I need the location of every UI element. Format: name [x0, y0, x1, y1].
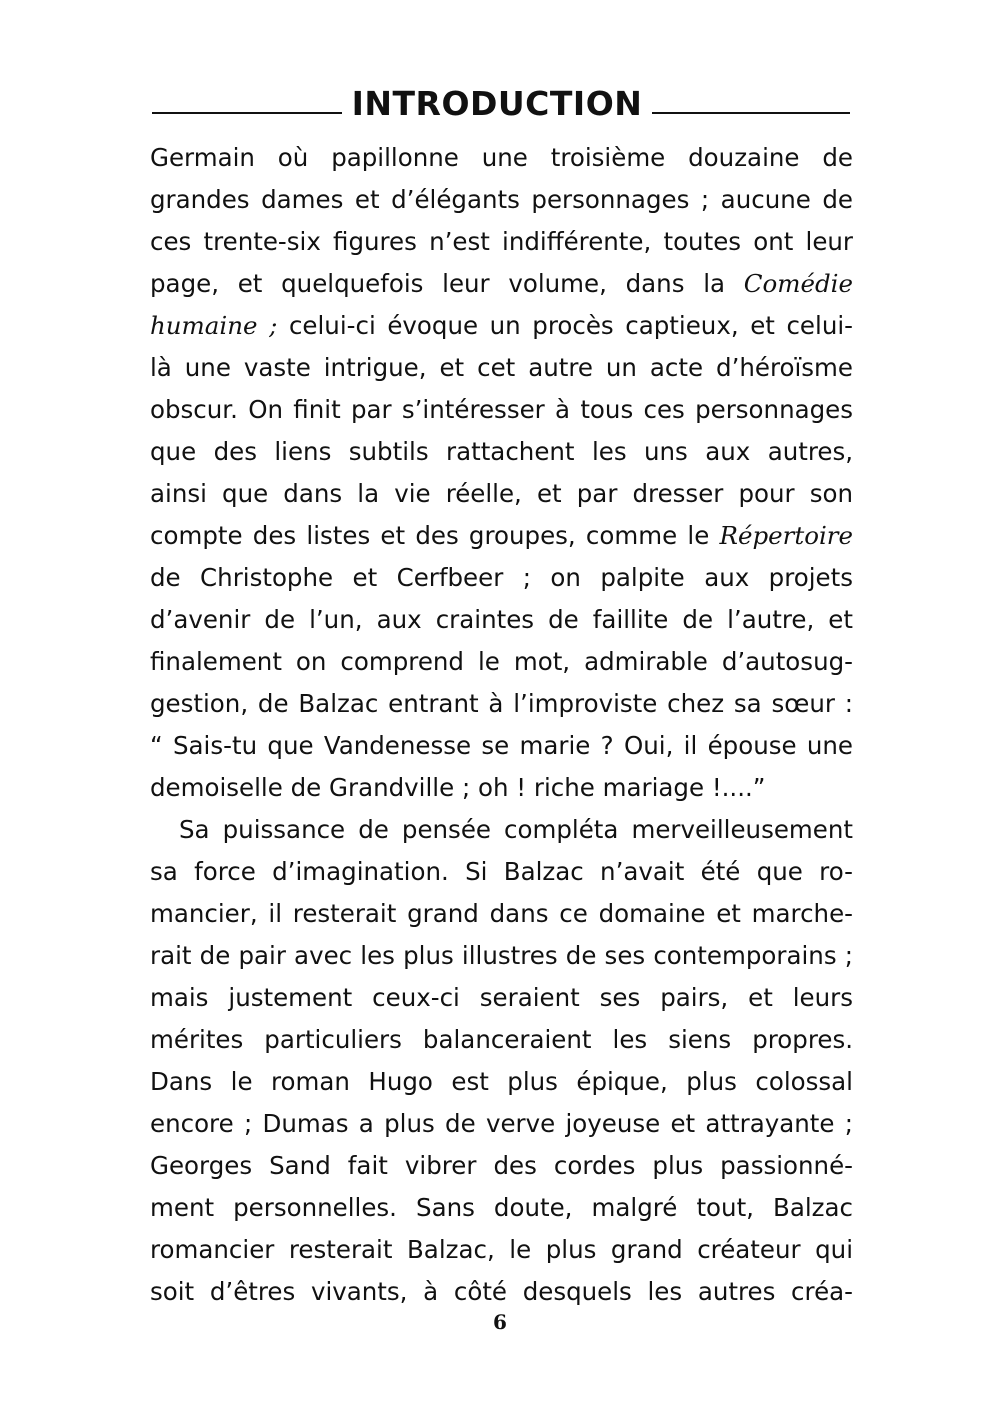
text-line: Dans le roman Hugo est plus épique, plus colossal	[150, 1067, 853, 1096]
page-number: 6	[493, 1310, 507, 1334]
text-line: soit d’êtres vivants, à côté desquels les autres créa-	[150, 1277, 853, 1306]
header-title: INTRODUCTION	[351, 84, 643, 123]
text-line: demoiselle de Grandville ; oh ! riche mariage !....”	[150, 773, 766, 802]
italic-title: Répertoire	[719, 521, 853, 550]
text-line: ainsi que dans la vie réelle, et par dresser pour son	[150, 479, 853, 508]
text-line: Georges Sand fait vibrer des cordes plus passionné-	[150, 1151, 853, 1180]
text-line: mancier, il resterait grand dans ce domaine et marche-	[150, 899, 853, 928]
text-line: romancier resterait Balzac, le plus grand créateur qui	[150, 1235, 853, 1264]
italic-title: Comédie	[743, 269, 853, 298]
text-line: ment personnelles. Sans doute, malgré tout, Balzac	[150, 1193, 853, 1222]
text-line	[150, 309, 853, 343]
text-line: grandes dames et d’élégants personnages ; aucune de	[150, 185, 853, 214]
text-line: mais justement ceux-ci seraient ses pairs, et leurs	[150, 983, 853, 1012]
text-line: rait de pair avec les plus illustres de ses contemporains ;	[150, 941, 853, 970]
text-line: gestion, de Balzac entrant à l’improviste chez sa sœur :	[150, 689, 853, 718]
text-line: là une vaste intrigue, et cet autre un acte d’héroïsme	[150, 353, 853, 382]
text-line: sa force d’imagination. Si Balzac n’avait été que ro-	[150, 857, 853, 886]
text-line	[150, 267, 853, 301]
text-line: d’avenir de l’un, aux craintes de faillite de l’autre, et	[150, 605, 853, 634]
text-line: Germain où papillonne une troisième douzaine de	[150, 143, 853, 172]
text-run: page, et quelquefois leur volume, dans la	[150, 269, 744, 298]
header-rule-left	[152, 112, 342, 114]
text-line: “ Sais-tu que Vandenesse se marie ? Oui, il épouse une	[150, 731, 853, 760]
running-header	[152, 84, 852, 128]
text-line: de Christophe et Cerfbeer ; on palpite aux projets	[150, 563, 853, 592]
paragraph-first-line: Sa puissance de pensée compléta merveilleusement	[179, 815, 853, 844]
text-line: encore ; Dumas a plus de verve joyeuse et attrayante ;	[150, 1109, 853, 1138]
text-line: que des liens subtils rattachent les uns aux autres,	[150, 437, 853, 466]
text-line: mérites particuliers balanceraient les siens propres.	[150, 1025, 853, 1054]
text-line: ces trente-six figures n’est indifférente, toutes ont leur	[150, 227, 853, 256]
text-line: obscur. On finit par s’intéresser à tous ces personnages	[150, 395, 853, 424]
header-rule-right	[652, 112, 850, 114]
text-line: finalement on comprend le mot, admirable d’autosug-	[150, 647, 853, 676]
italic-title: humaine ;	[150, 311, 278, 340]
text-run: compte des listes et des groupes, comme le	[150, 521, 720, 550]
text-run: celui-ci évoque un procès captieux, et celui-	[277, 311, 853, 340]
text-line	[150, 519, 853, 553]
